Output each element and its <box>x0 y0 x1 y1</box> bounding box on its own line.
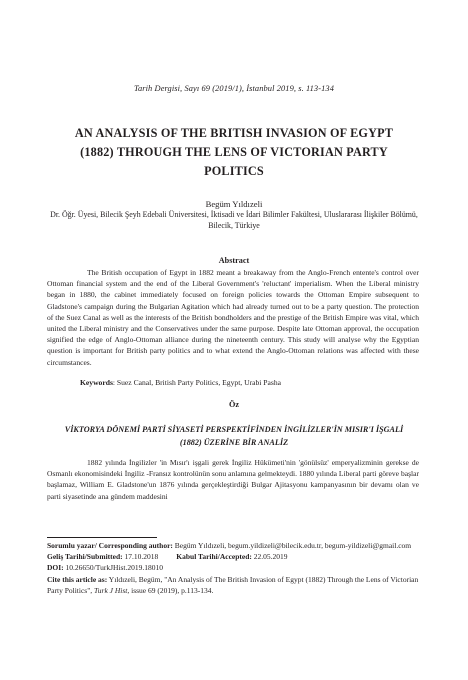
cite-text: Yıldızeli, Begüm, "An Analysis of The British Invasion of Egypt (1882) Through the Lens of Victorian Party Politics", <box>47 574 419 595</box>
journal-citation-line: Tarih Dergisi, Sayı 69 (2019/1), İstanbul 2019, s. 113-134 <box>134 84 334 93</box>
accepted-date: 22.05.2019 <box>251 552 288 562</box>
footnote-doi <box>47 562 427 573</box>
turkish-abstract-text: 1882 yılında İngilizler 'in Mısır'ı işgali gerek İngiliz Hükümeti'nin 'gönülsüz' emperyalizminin gerekse de Osmanlı ekonomisindeki İngiliz -Fransız kontrolünün sonu anlamına gelmekteydi. 1880 yılında Liberal parti göreve başlar başlamaz, William E. Gladstone'un 1876 yılında gerçekleştirdiği Bulgar Ajitasyonu kampanyasının bir devamı olan ve parti siyasetinde ana gündem maddesini <box>47 458 419 501</box>
turkish-title: VİKTORYA DÖNEMİ PARTİ SİYASETİ PERSPEKTİFİNDEN İNGİLİZLER'İN MISIR'I İŞGALİ (1882) ÜZERİNE BİR ANALİZ <box>64 425 404 447</box>
accepted-label: Kabul Tarihi/Accepted: <box>176 552 252 562</box>
abstract-text: The British occupation of Egypt in 1882 meant a breakaway from the Anglo-French entente's control over Ottoman financial system and the end of the Liberal Government's 'reluctant' imperialism. When the Liberal ministry began in 1880, the cabinet immediately focused on foreign policies towards the Ottoman Empire subsequent to Gladstone's campaign during the Bulgarian Agitation which had already turned out to be a party question. The protection of the Suez Canal as well as the interests of the British bondholders and the prestige of the British Empire was vital, which united the Liberal ministry and the Conservatives under the same purpose. Despite late Ottoman approval, the occupation signified the edge of Anglo-Ottoman alliance during the nineteenth century. This study will analyse why the Egyptian question is important for British party politics and to what extend the Anglo-Ottoman relations was affected with these circumstances. <box>47 268 419 367</box>
abstract-heading: Abstract <box>218 256 250 265</box>
footnote-divider <box>47 537 157 538</box>
keywords-line <box>47 377 419 388</box>
footnotes <box>47 540 427 596</box>
corresponding-text: Begüm Yıldızeli, begum.yildizeli@bilecik.edu.tr, begum-yildizeli@gmail.com <box>172 541 412 550</box>
corresponding-label: Sorumlu yazar/ Corresponding author: <box>47 541 173 550</box>
cite-tail: , issue 69 (2019), p.113-134. <box>127 585 214 595</box>
author-name: Begüm Yıldızeli <box>205 199 263 209</box>
footnote-dates <box>47 551 427 562</box>
article-title: AN ANALYSIS OF THE BRITISH INVASION OF EGYPT (1882) THROUGH THE LENS OF VICTORIAN PARTY POLITICS <box>74 126 394 178</box>
footnote-corresponding <box>47 540 427 551</box>
doi-text: 10.26650/TurkJHist.2019.18010 <box>63 563 163 573</box>
cite-label: Cite this article as: <box>47 574 108 584</box>
author-affiliation: Dr. Öğr. Üyesi, Bilecik Şeyh Edebali Üniversitesi, İktisadi ve İdari Bilimler Fakültesi, Uluslararası İlişkiler Bölümü, Bilecik, Türkiye <box>50 210 418 230</box>
cite-journal: Turk J Hist <box>94 585 128 595</box>
footnote-cite <box>47 574 427 596</box>
oz-heading: Öz <box>228 400 239 409</box>
submitted-label: Geliş Tarihi/Submitted: <box>47 552 123 562</box>
doi-label: DOI: <box>47 563 64 573</box>
keywords-label: Keywords <box>80 378 113 387</box>
turkish-abstract-paragraph <box>47 457 419 502</box>
keywords-text: : Suez Canal, British Party Politics, Egypt, Urabi Pasha <box>112 378 282 387</box>
submitted-date: 17.10.2018 <box>122 552 159 562</box>
abstract-paragraph <box>47 267 419 368</box>
